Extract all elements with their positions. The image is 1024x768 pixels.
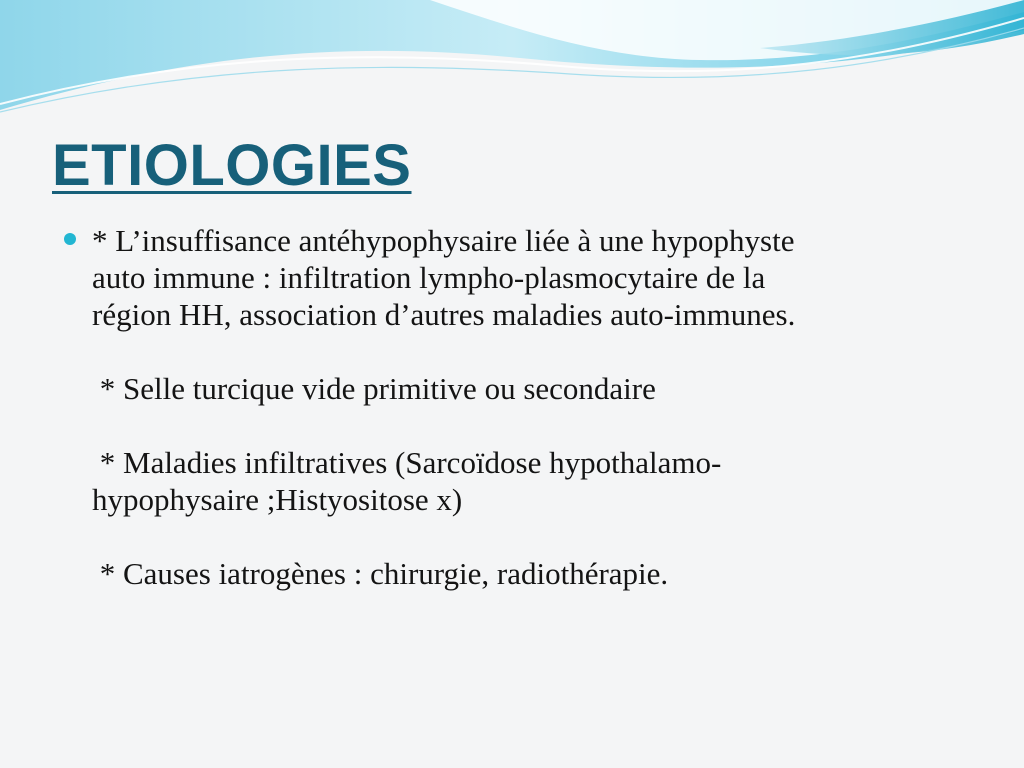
header-wave-decoration [0, 0, 1024, 130]
spacer [92, 518, 992, 555]
item-selle-turcique: * Selle turcique vide primitive ou secondaire [92, 371, 656, 406]
bullet-line-1: * L’insuffisance antéhypophysaire liée à une hypophyste [92, 223, 795, 258]
item-maladies-line-2: hypophysaire ;Histyositose x) [92, 482, 463, 517]
bullet-line-2: auto immune : infiltration lympho-plasmocytaire de la [92, 260, 766, 295]
bullet-line-3: région HH, association d’autres maladies auto-immunes. [92, 297, 796, 332]
slide-title: ETIOLOGIES [52, 133, 412, 198]
bullet-icon [64, 233, 76, 245]
spacer [92, 407, 992, 444]
spacer [92, 333, 992, 370]
item-causes-iatrogenes: * Causes iatrogènes : chirurgie, radiothérapie. [92, 556, 669, 591]
slide-body [92, 222, 992, 592]
item-maladies-line-1: * Maladies infiltratives (Sarcoïdose hypothalamo- [92, 445, 722, 480]
